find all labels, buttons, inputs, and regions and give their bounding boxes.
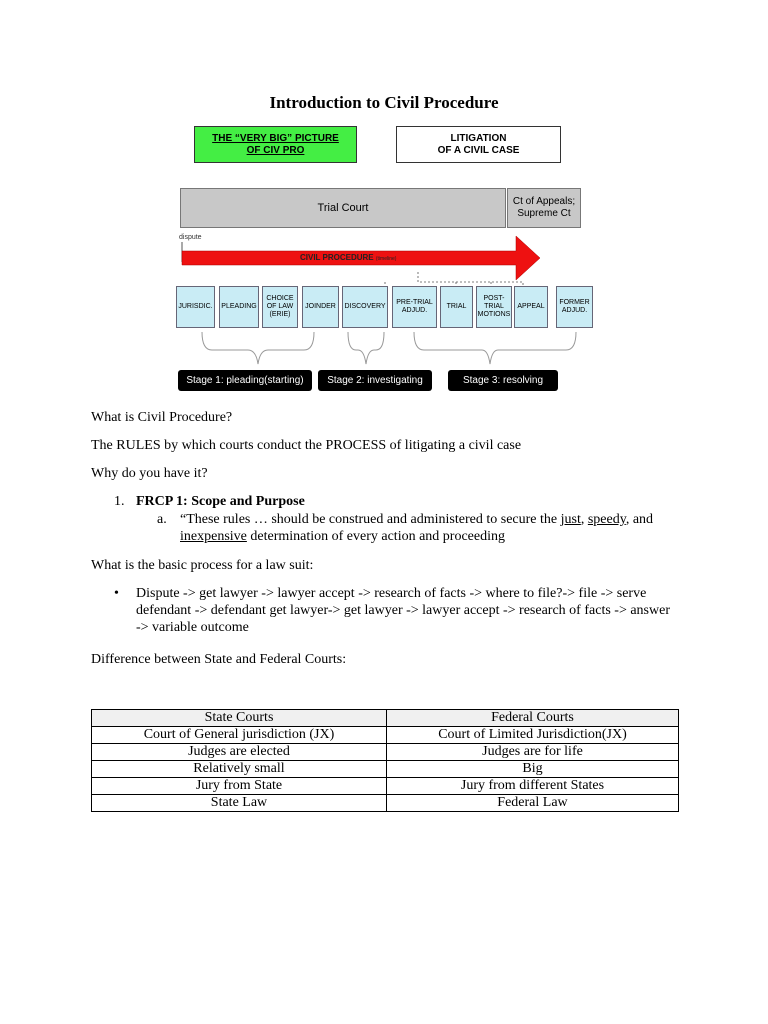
stage-braces: [196, 330, 586, 372]
trial-court-box: [180, 188, 506, 228]
item-number: 1.: [114, 494, 125, 509]
step-label: JOINDER: [305, 303, 336, 310]
step-pleading: [219, 286, 259, 328]
table-cell: Jury from State: [92, 778, 387, 795]
frcp-quote: “These rules … should be construed and administered to secure the just, speedy, and inexpensive determination of every action and proceeding: [180, 512, 654, 544]
stage-2-label: [318, 370, 432, 391]
very-big-picture-line-1: THE “VERY BIG” PICTURE: [212, 132, 339, 144]
step-label: TRIAL: [484, 303, 504, 310]
step-label: FORMER: [559, 299, 590, 306]
step-label: CHOICE: [266, 295, 294, 302]
appeals-line-1: Ct of Appeals;: [512, 196, 576, 207]
appeals-box: [507, 188, 581, 228]
table-cell: Judges are elected: [92, 744, 387, 761]
step-discovery: [342, 286, 388, 328]
step-label: DISCOVERY: [344, 303, 386, 310]
table-row: [92, 761, 679, 778]
step-label: OF LAW: [266, 303, 294, 310]
step-former-adjud: [556, 286, 593, 328]
item-frcp-title: FRCP 1: Scope and Purpose: [136, 494, 305, 509]
page-title: Introduction to Civil Procedure: [269, 93, 499, 112]
step-label: (ERIE): [269, 311, 291, 318]
bullet-dot: •: [114, 586, 119, 601]
appeals-line-2: Supreme Ct: [517, 208, 571, 219]
step-post-trial-motions: [476, 286, 512, 328]
table-cell: Court of Limited Jurisdiction(JX): [386, 727, 678, 744]
very-big-picture-line-2: OF CIV PRO: [246, 144, 305, 156]
header-state-courts: State Courts: [92, 710, 387, 727]
table-header-row: [92, 710, 679, 727]
stage-1-label: [178, 370, 312, 391]
table-cell: Relatively small: [92, 761, 387, 778]
step-appeal: [514, 286, 548, 328]
question-why: Why do you have it?: [91, 466, 208, 481]
stage-label: Stage 2: investigating: [327, 375, 423, 386]
civil-procedure-subtext: (timeline): [375, 256, 397, 262]
word-inexpensive: inexpensive: [180, 529, 247, 544]
litigation-line-1: LITIGATION: [450, 132, 507, 144]
step-jurisdiction: [176, 286, 215, 328]
stage-3-label: [448, 370, 558, 391]
step-label: PLEADING: [221, 303, 257, 310]
table-cell: Jury from different States: [386, 778, 678, 795]
very-big-picture-box: [194, 126, 357, 163]
step-label: TRIAL: [446, 303, 467, 310]
sub-letter: a.: [157, 512, 167, 527]
table-cell: Federal Law: [386, 795, 678, 812]
table-row: [92, 744, 679, 761]
civil-procedure-text: CIVIL PROCEDURE: [300, 253, 374, 262]
step-joinder: [302, 286, 339, 328]
question-difference: Difference between State and Federal Courts:: [91, 652, 347, 667]
question-what-is: What is Civil Procedure?: [91, 410, 233, 425]
dispute-label: dispute: [179, 234, 202, 241]
step-pre-trial-adjud: [392, 286, 437, 328]
stage-label: Stage 1: pleading(starting): [186, 375, 304, 386]
stage-label: Stage 3: resolving: [462, 375, 544, 386]
table-row: [92, 795, 679, 812]
step-label: JURISDIC.: [178, 303, 213, 310]
litigation-box: [396, 126, 561, 163]
step-label: MOTIONS: [477, 311, 511, 318]
step-label: POST-: [483, 295, 505, 302]
step-label: PRE-TRIAL: [396, 299, 433, 306]
table-row: [92, 727, 679, 744]
step-choice-of-law: [262, 286, 298, 328]
table-cell: Court of General jurisdiction (JX): [92, 727, 387, 744]
bullet-process-text: Dispute -> get lawyer -> lawyer accept -> research of facts -> where to file?-> file -> serve defendant -> defendant get lawyer-> get lawyer -> lawyer accept -> research of facts -> answer -> variable outcome: [136, 586, 670, 635]
step-label: ADJUD.: [561, 307, 588, 314]
table-cell: State Law: [92, 795, 387, 812]
quote-part-2: determination of every action and proceeding: [246, 529, 505, 544]
quote-part-1: “These rules … should be construed and administered to secure the: [180, 512, 561, 527]
table-row: [92, 778, 679, 795]
courts-comparison-table: [91, 709, 679, 812]
question-basic-process: What is the basic process for a law suit:: [91, 558, 314, 573]
word-just: just: [560, 512, 581, 527]
step-label: ADJUD.: [401, 307, 428, 314]
step-label: APPEAL: [517, 303, 545, 310]
table-cell: Big: [386, 761, 678, 778]
civil-procedure-label: [300, 253, 396, 262]
answer-rules: The RULES by which courts conduct the PROCESS of litigating a civil case: [91, 438, 522, 453]
table-cell: Judges are for life: [386, 744, 678, 761]
trial-court-label: Trial Court: [317, 202, 369, 214]
litigation-line-2: OF A CIVIL CASE: [437, 144, 520, 156]
word-and: , and: [625, 512, 654, 527]
step-trial: [440, 286, 473, 328]
word-speedy: speedy: [587, 512, 626, 527]
header-federal-courts: Federal Courts: [386, 710, 678, 727]
